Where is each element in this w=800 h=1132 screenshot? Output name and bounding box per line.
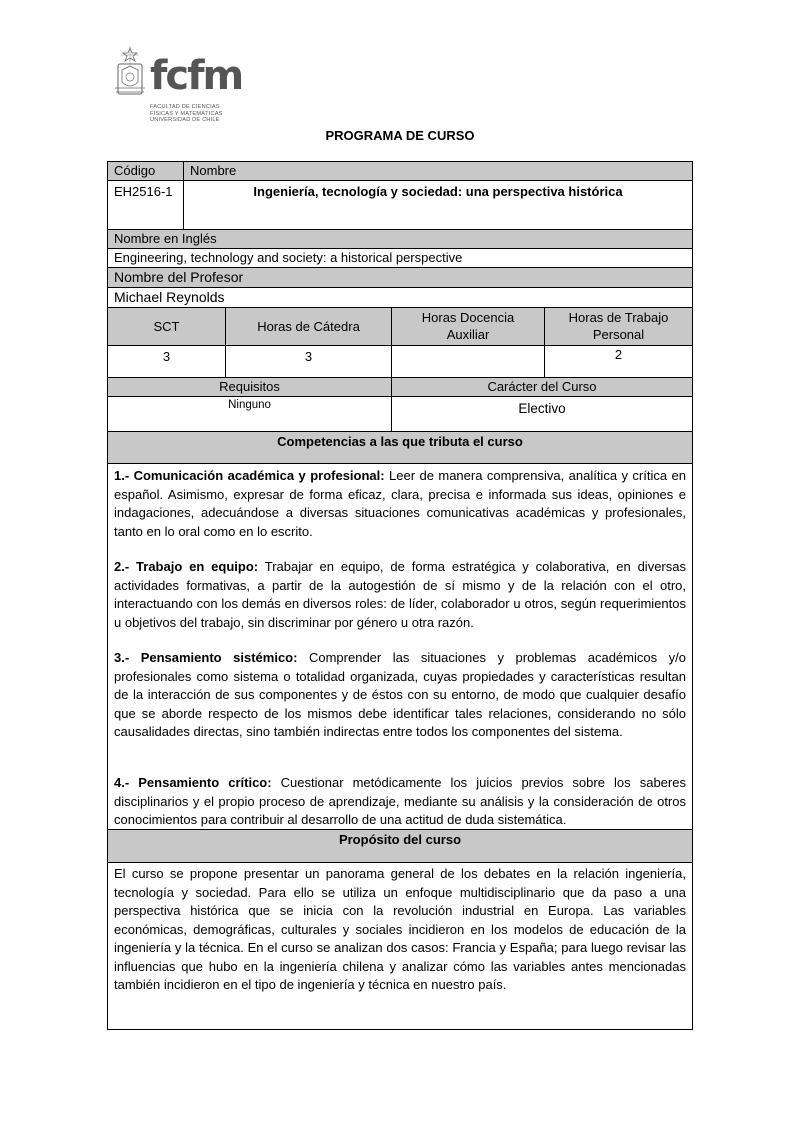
competencia-title: 1.- Comunicación académica y profesional: <box>114 468 385 483</box>
competencias-body <box>108 464 692 830</box>
institution-name: FACULTAD DE CIENCIAS FÍSICAS Y MATEMÁTICAS UNIVERSIDAD DE CHILE <box>150 104 223 123</box>
proposito-heading: Propósito del curso <box>338 832 462 847</box>
catedra-hours-value: 3 <box>225 346 391 377</box>
code-name-value-row <box>108 181 692 230</box>
sct-header: SCT <box>153 319 180 334</box>
name-label: Nombre <box>183 162 692 180</box>
proposito-text: El curso se propone presentar un panorama general de los debates en la relación ingeniería, tecnología y sociedad. Para ello se utiliza un enfoque multidisciplinario que da paso a una perspectiva histórica que se inicia con la revolución industrial en Europa. Las variables económicas, demográficas, culturales y sociales incidieron en los modelos de educación de la ingeniería y la técnica. En el curso se analizan dos casos: Francia y España; para luego revisar las influencias que hubo en la ingeniería chilena y analizar cómo las variables antes mencionadas también incidieron en el tipo de ingeniería y técnica en nuestro país. <box>114 866 686 992</box>
hours-value-row <box>108 346 692 378</box>
code-name-header-row <box>108 162 692 181</box>
hours-header-row <box>108 308 692 346</box>
proposito-header-row <box>108 830 692 863</box>
code-label: Código <box>114 163 156 178</box>
personal-hours-header: Horas de Trabajo Personal <box>544 308 692 345</box>
english-name: Engineering, technology and society: a historical perspective <box>114 250 463 265</box>
fcfm-logo <box>112 46 242 132</box>
competencia-text: Cuestionar metódicamente los juicios previos sobre los saberes disciplinarios y el propio proceso de aprendizaje, mediante su análisis y la consideración de otros conocimientos para contribuir al desarrollo de una actitud de duda sistemática. <box>114 775 686 827</box>
competencia-text: Trabajar en equipo, de forma estratégica y colaborativa, en diversas actividades formativas, a partir de la autogestión de sí mismo y de la relación con el otro, interactuando con los demás en diversos roles: de líder, colaborador u otros, según requerimientos u objetivos del trabajo, sin discriminar por género u otra razón. <box>114 559 686 630</box>
competencia-item <box>114 774 686 830</box>
competencia-title: 2.- Trabajo en equipo: <box>114 559 259 574</box>
competencia-title: 3.- Pensamiento sistémico: <box>114 650 298 665</box>
english-name-label: Nombre en Inglés <box>114 231 217 246</box>
university-seal-icon <box>112 46 148 100</box>
english-name-header-row <box>108 230 692 249</box>
fcfm-wordmark: fcfm <box>150 53 243 99</box>
sct-value: 3 <box>162 349 171 364</box>
english-name-row <box>108 249 692 268</box>
competencia-item <box>114 558 686 632</box>
competencia-text: Leer de manera comprensiva, analítica y crítica en español. Asimismo, expresar de forma eficaz, clara, precisa e informada sus ideas, opiniones e indagaciones, adecuándose a diversas situaciones comunicativas académicas y profesionales, tanto en lo oral como en lo escrito. <box>114 468 686 539</box>
professor-name: Michael Reynolds <box>114 289 225 305</box>
requisitos-label: Requisitos <box>219 379 280 394</box>
caracter-label: Carácter del Curso <box>391 378 692 396</box>
course-code: EH2516-1 <box>114 184 173 199</box>
professor-label: Nombre del Profesor <box>114 269 244 285</box>
professor-row <box>108 288 692 308</box>
auxiliar-hours-value <box>391 346 544 377</box>
auxiliar-hours-header: Horas Docencia Auxiliar <box>391 308 544 345</box>
course-program-table <box>107 161 693 1030</box>
proposito-body <box>108 863 692 1029</box>
competencia-item <box>114 649 686 742</box>
professor-header-row <box>108 268 692 288</box>
competencia-title: 4.- Pensamiento crítico: <box>114 775 272 790</box>
personal-hours-value: 2 <box>544 346 692 377</box>
competencia-item <box>114 467 686 541</box>
competencia-text: Comprender las situaciones y problemas académicos y/o profesionales como sistema o totalidad organizada, cuyas propiedades y características resultan de la interacción de sus componentes y de éstos con su entorno, de modo que cualquier desafío que se aborde respecto de los mismos debe identificar tales relaciones, considerando no sólo causalidades directas, sino también indirectas entre todos los componentes del sistema. <box>114 650 686 739</box>
catedra-hours-header: Horas de Cátedra <box>225 308 391 345</box>
course-name: Ingeniería, tecnología y sociedad: una perspectiva histórica <box>183 181 692 229</box>
competencias-heading: Competencias a las que tributa el curso <box>277 434 523 449</box>
competencias-header-row <box>108 432 692 464</box>
document-title: PROGRAMA DE CURSO <box>325 128 475 143</box>
requisitos-value: Ninguno <box>228 399 271 411</box>
requirements-value-row <box>108 397 692 432</box>
caracter-value: Electivo <box>391 397 692 431</box>
requirements-header-row <box>108 378 692 397</box>
